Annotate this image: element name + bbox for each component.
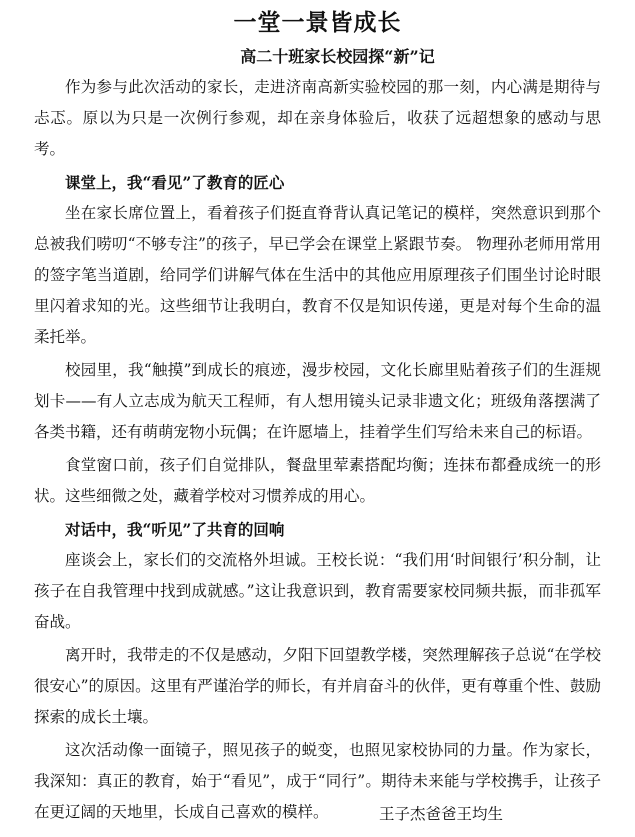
paragraph-canteen: 食堂窗口前，孩子们自觉排队，餐盘里荤素搭配均衡；连抹布都叠成统一的形状。这些细微之处，藏着学校对习惯养成的用心。 — [34, 456, 601, 505]
paragraph-intro: 作为参与此次活动的家长，走进济南高新实验校园的那一刻，内心满是期待与忐忑。原以为只是一次例行参观，却在亲身体验后，收获了远超想象的感动与思考。 — [34, 78, 601, 158]
signature: 王子杰爸爸王均生 — [378, 805, 503, 823]
paragraph-conclusion: 这次活动像一面镜子，照见孩子的蜕变，也照见家校协同的力量。作为家长，我深知：真正的教育，始于“看见”，成于“同行”。期待未来能与学校携手，让孩子在更辽阔的天地里，长成自己喜欢的模样。 — [34, 741, 601, 821]
section-heading-dialogue: 对话中，我“听见”了共育的回响 — [65, 520, 285, 539]
section-heading-classroom: 课堂上，我“看见”了教育的匠心 — [65, 173, 285, 192]
paragraph-campus: 校园里，我“触摸”到成长的痕迹，漫步校园，文化长廊里贴着孩子们的生涯规划卡——有人立志成为航天工程师，有人想用镜头记录非遗文化；班级角落摆满了各类书籍，还有萌萌宠物小玩偶；在许愿墙上，挂着学生们写给未来自己的标语。 — [34, 361, 601, 441]
paragraph-classroom: 坐在家长席位置上，看着孩子们挺直脊背认真记笔记的模样，突然意识到那个总被我们唠叨“不够专注”的孩子，早已学会在课堂上紧跟节奏。 物理孙老师用常用的签字笔当道剧，给同学们讲解气体在生活中的其他应用原理孩子们围坐讨论时眼里闪着求知的光。这些细节让我明白，教育不仅是知识传递，更是对每个生命的温柔托举。 — [34, 204, 601, 346]
document-subtitle: 高二十班家长校园探“新”记 — [240, 47, 435, 66]
document-title: 一堂一景皆成长 — [233, 9, 402, 36]
paragraph-departure: 离开时，我带走的不仅是感动，夕阳下回望教学楼，突然理解孩子总说“在学校很安心”的原因。这里有严谨治学的师长，有并肩奋斗的伙伴，更有尊重个性、鼓励探索的成长土壤。 — [34, 646, 601, 726]
paragraph-meeting: 座谈会上，家长们的交流格外坦诚。王校长说：“我们用‘时间银行’积分制，让孩子在自我管理中找到成就感。”这让我意识到，教育需要家校同频共振，而非孤军奋战。 — [34, 551, 601, 631]
